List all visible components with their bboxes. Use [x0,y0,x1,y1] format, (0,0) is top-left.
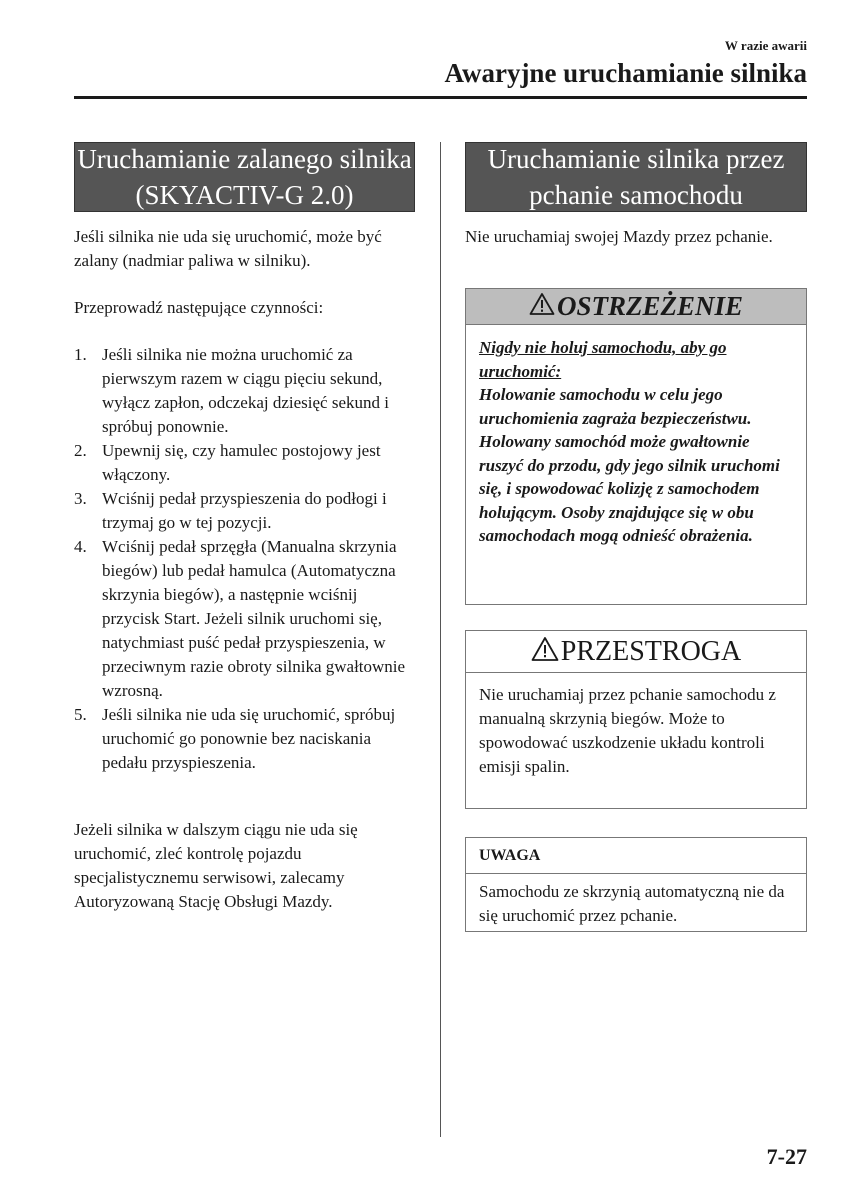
warning-lead: Nigdy nie holuj samochodu, aby go uruchomić: [479,338,727,381]
step-number: 4. [74,537,87,556]
left-section-title: Uruchamianie zalanego silnika (SKYACTIV-G 2.0) [77,144,412,210]
right-intro-text: Nie uruchamiaj swojej Mazdy przez pchanie. [465,227,773,246]
steps-lead-text: Przeprowadź następujące czynności: [74,298,324,317]
warning-text: Holowanie samochodu w celu jego uruchomienia zagraża bezpieczeństwu. Holowany samochód może gwałtownie ruszyć do przodu, gdy jego silnik uruchomi się, i spowodować kolizję z samochodem holującym. Osoby znajdujące się w obu samochodach mogą odnieść obrażenia. [479,385,780,545]
step-text: Jeśli silnika nie uda się uruchomić, spróbuj uruchomić go ponownie bez naciskania pedału przyspieszenia. [102,705,396,772]
step-number: 2. [74,441,87,460]
header-rule [74,96,807,99]
list-item [74,343,419,439]
list-item [74,535,419,703]
left-intro-text: Jeśli silnika nie uda się uruchomić, może być zalany (nadmiar paliwa w silniku). [74,227,382,270]
note-header [466,838,806,874]
step-text: Upewnij się, czy hamulec postojowy jest włączony. [102,441,381,484]
caution-title: PRZESTROGA [560,635,742,667]
warning-title: OSTRZEŻENIE [556,291,744,321]
chapter-title: Awaryjne uruchamianie silnika [444,58,807,88]
warning-box [465,288,807,605]
caution-header [466,631,806,673]
steps-list [74,343,419,775]
warning-triangle-icon [529,292,555,321]
step-number: 3. [74,489,87,508]
list-item [74,703,419,775]
note-text: Samochodu ze skrzynią automatyczną nie da się uruchomić przez pchanie. [479,882,785,925]
step-text: Jeśli silnika nie można uruchomić za pierwszym razem w ciągu pięciu sekund, wyłącz zapłon, odczekaj dziesięć sekund i spróbuj ponownie. [102,345,389,436]
note-box [465,837,807,932]
left-section-title-box [74,142,415,212]
step-number: 1. [74,345,87,364]
right-section-title-box [465,142,807,212]
caution-text: Nie uruchamiaj przez pchanie samochodu z manualną skrzynią biegów. Może to spowodować uszkodzenie układu kontroli emisji spalin. [479,685,776,776]
note-title: UWAGA [479,846,541,864]
list-item [74,487,419,535]
caution-box [465,630,807,809]
list-item [74,439,419,487]
warning-header [466,289,806,325]
page-number: 7-27 [766,1144,807,1169]
step-number: 5. [74,705,87,724]
right-section-title: Uruchamianie silnika przez pchanie samochodu [487,144,785,210]
step-text: Wciśnij pedał przyspieszenia do podłogi i trzymaj go w tej pozycji. [102,489,387,532]
step-text: Wciśnij pedał sprzęgła (Manualna skrzynia biegów) lub pedał hamulca (Automatyczna skrzynia biegów), a następnie wciśnij przycisk Start. Jeżeli silnik uruchomi się, natychmiast puść pedał przyspieszenia, w przeciwnym razie obroty silnika gwałtownie wzrosną. [102,537,406,700]
column-divider [440,142,441,1137]
warning-triangle-icon [531,636,559,667]
warning-body [466,325,806,548]
section-label: W razie awarii [724,38,807,53]
left-outro-text: Jeżeli silnika w dalszym ciągu nie uda się uruchomić, zleć kontrolę pojazdu specjalistycznemu serwisowi, zalecamy Autoryzowaną Stację Obsługi Mazdy. [74,820,358,911]
